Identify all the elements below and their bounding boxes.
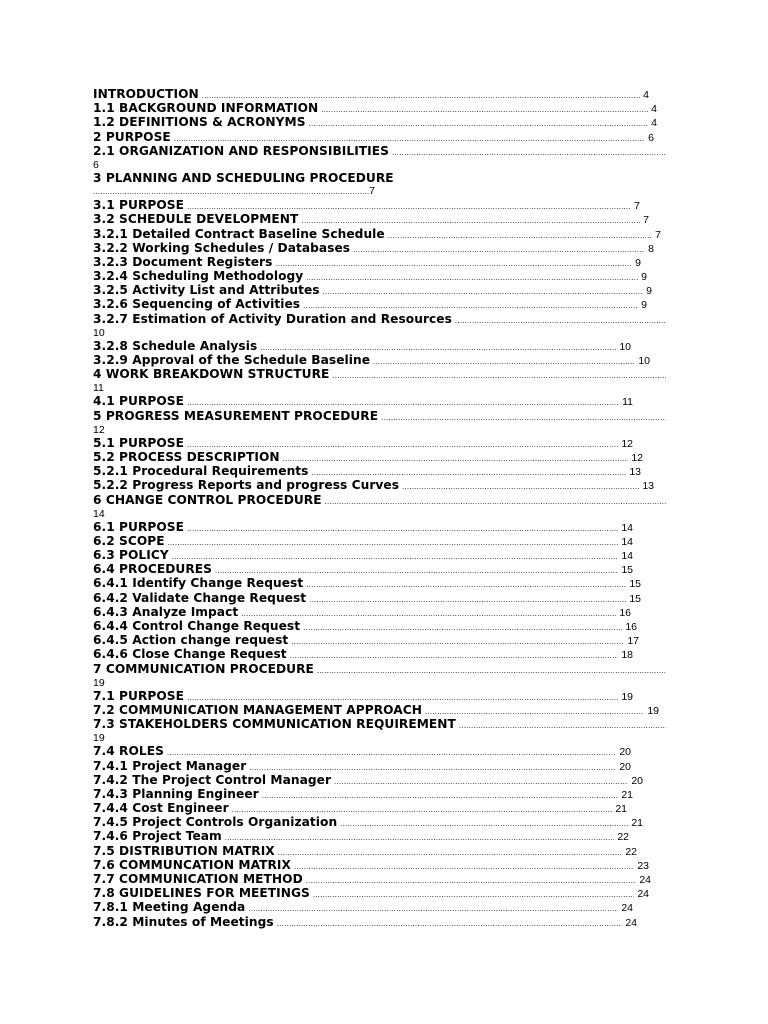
toc-entry[interactable] <box>93 915 637 929</box>
dot-leader <box>225 831 615 845</box>
dot-leader <box>306 874 637 888</box>
toc-entry-title: 3.2.8 Schedule Analysis <box>93 338 258 353</box>
dot-leader <box>340 817 628 831</box>
dot-leader <box>321 103 648 117</box>
toc-entry-title: 7.4 ROLES <box>93 744 164 759</box>
toc-entry-title: 5.2 PROCESS DESCRIPTION <box>93 449 280 464</box>
toc-entry[interactable] <box>93 493 666 520</box>
toc-entry[interactable] <box>93 115 657 129</box>
toc-entry-page: 12 <box>631 451 643 464</box>
toc-entry-page: 7 <box>369 185 375 198</box>
toc-entry-page: 15 <box>629 592 641 605</box>
toc-entry[interactable] <box>93 548 633 562</box>
toc-entry[interactable] <box>93 255 641 269</box>
toc-entry[interactable] <box>93 144 666 171</box>
toc-entry-title: 7.6 COMMUNCATION MATRIX <box>93 857 291 872</box>
toc-entry-page: 23 <box>637 859 649 872</box>
toc-entry-title: 7.8 GUIDELINES FOR MEETINGS <box>93 886 310 901</box>
toc-entry-page: 24 <box>621 902 633 915</box>
dot-leader <box>388 229 652 243</box>
toc-entry-page: 8 <box>648 242 654 255</box>
dot-leader <box>291 635 624 649</box>
toc-entry-title: 7.3 STAKEHOLDERS COMMUNICATION REQUIREMENT <box>93 717 456 732</box>
toc-entry-page: 6 <box>93 158 99 171</box>
toc-entry-title: 7.7 COMMUNICATION METHOD <box>93 872 303 886</box>
toc-entry-title: 7.4.1 Project Manager <box>93 758 247 773</box>
dot-leader <box>172 550 619 564</box>
toc-entry-title: 3.2.4 Scheduling Methodology <box>93 269 304 284</box>
toc-entry[interactable] <box>93 829 629 843</box>
toc-entry[interactable] <box>93 227 661 241</box>
toc-entry-page: 12 <box>621 437 633 450</box>
toc-entry[interactable] <box>93 647 633 661</box>
toc-entry-title: 7 COMMUNICATION PROCEDURE <box>93 661 314 676</box>
toc-entry-page: 11 <box>93 382 104 395</box>
toc-entry[interactable] <box>93 269 647 283</box>
toc-entry-title: INTRODUCTION <box>93 87 199 101</box>
dot-leader <box>262 789 619 803</box>
toc-entry-title: 5.2.2 Progress Reports and progress Curves <box>93 478 400 493</box>
toc-entry-title: 5 PROGRESS MEASUREMENT PROCEDURE <box>93 408 379 423</box>
toc-entry[interactable] <box>93 815 643 829</box>
toc-entry-title: 4.1 PURPOSE <box>93 394 184 409</box>
toc-entry-page: 13 <box>629 466 641 479</box>
toc-entry-page: 16 <box>625 621 637 633</box>
toc-entry-page: 14 <box>621 535 633 548</box>
toc-entry[interactable] <box>93 703 659 717</box>
toc-entry[interactable] <box>93 101 657 115</box>
toc-entry-title: 7.8.2 Minutes of Meetings <box>93 914 274 929</box>
dot-leader <box>187 522 618 536</box>
toc-entry-title: 5.2.1 Procedural Requirements <box>93 464 309 479</box>
toc-entry-page: 20 <box>619 746 631 759</box>
toc-entry-title: 7.2 COMMUNICATION MANAGEMENT APPROACH <box>93 702 422 717</box>
toc-entry-title: 6.4 PROCEDURES <box>93 562 212 577</box>
dot-leader <box>334 775 628 789</box>
table-of-contents <box>93 87 666 929</box>
toc-entry[interactable] <box>93 87 649 101</box>
toc-entry[interactable] <box>93 591 641 605</box>
toc-entry[interactable] <box>93 409 666 436</box>
dot-leader <box>303 621 622 635</box>
toc-entry[interactable] <box>93 801 627 815</box>
toc-entry-page: 16 <box>619 606 631 619</box>
toc-entry-title: 3.2 SCHEDULE DEVELOPMENT <box>93 212 299 227</box>
toc-entry-title: 7.5 DISTRIBUTION MATRIX <box>93 843 275 858</box>
toc-entry-page: 14 <box>621 521 633 534</box>
toc-entry-page: 11 <box>622 396 633 409</box>
toc-entry-title: 6.1 PURPOSE <box>93 519 184 534</box>
dot-leader <box>353 243 645 257</box>
dot-leader <box>168 536 619 550</box>
toc-entry-page: 24 <box>639 874 651 886</box>
toc-entry[interactable] <box>93 534 633 548</box>
toc-entry-page: 24 <box>625 916 637 929</box>
toc-entry[interactable] <box>93 744 631 758</box>
toc-entry-title: 6.4.3 Analyze Impact <box>93 604 239 619</box>
toc-entry[interactable] <box>93 689 633 703</box>
toc-entry-page: 21 <box>631 817 643 830</box>
toc-entry[interactable] <box>93 436 633 450</box>
toc-entry-page: 9 <box>641 271 647 284</box>
toc-entry-title: 6.4.4 Control Change Request <box>93 619 301 633</box>
toc-entry-page: 7 <box>634 200 640 213</box>
toc-entry-page: 4 <box>651 117 657 130</box>
toc-entry-page: 15 <box>629 578 641 591</box>
toc-entry-page: 4 <box>643 89 649 101</box>
toc-entry-title: 3.2.9 Approval of the Schedule Baseline <box>93 353 371 367</box>
toc-entry-page: 18 <box>621 649 633 662</box>
toc-entry-title: 7.4.3 Planning Engineer <box>93 786 259 801</box>
toc-entry-page: 14 <box>93 507 105 520</box>
toc-entry-title: 6.2 SCOPE <box>93 533 165 548</box>
toc-entry-title: 3.2.5 Activity List and Attributes <box>93 283 320 298</box>
toc-entry[interactable] <box>93 717 666 744</box>
toc-entry-page: 15 <box>621 564 633 577</box>
toc-entry[interactable] <box>93 662 666 689</box>
toc-entry[interactable] <box>93 576 641 590</box>
toc-entry[interactable] <box>93 844 637 858</box>
toc-entry-title: 6.3 POLICY <box>93 548 169 563</box>
toc-entry-title: 2 PURPOSE <box>93 129 171 144</box>
toc-entry-page: 20 <box>619 760 631 773</box>
toc-entry-title: 4 WORK BREAKDOWN STRUCTURE <box>93 367 330 382</box>
toc-entry-title: 3.2.2 Working Schedules / Databases <box>93 240 351 255</box>
toc-entry-page: 7 <box>643 214 649 227</box>
toc-entry-title: 6 CHANGE CONTROL PROCEDURE <box>93 492 322 507</box>
toc-entry-title: 7.4.2 The Project Control Manager <box>93 772 332 787</box>
toc-entry[interactable] <box>93 367 666 394</box>
toc-entry[interactable] <box>93 130 654 144</box>
toc-entry-page: 17 <box>627 635 639 648</box>
toc-entry-title: 7.8.1 Meeting Agenda <box>93 900 246 915</box>
toc-entry-page: 24 <box>637 888 649 901</box>
dot-leader <box>306 271 638 285</box>
toc-entry[interactable] <box>93 619 637 633</box>
toc-entry-page: 13 <box>642 480 654 493</box>
toc-entry-page: 21 <box>615 803 627 816</box>
toc-entry-page: 19 <box>93 676 105 689</box>
toc-entry-page: 14 <box>621 550 633 563</box>
toc-entry-page: 4 <box>651 103 657 116</box>
dot-leader <box>306 578 626 592</box>
toc-entry[interactable] <box>93 394 633 408</box>
toc-entry-title: 6.4.2 Validate Change Request <box>93 590 307 605</box>
toc-entry-page: 22 <box>617 831 629 844</box>
toc-entry-title: 6.4.6 Close Change Request <box>93 647 287 662</box>
toc-entry[interactable] <box>93 858 649 872</box>
toc-entry-page: 21 <box>621 788 633 801</box>
dot-leader <box>309 117 649 131</box>
toc-entry-title: 3.2.3 Document Registers <box>93 254 273 269</box>
toc-entry-title: 7.1 PURPOSE <box>93 688 184 703</box>
toc-entry-title: 3.2.6 Sequencing of Activities <box>93 297 301 312</box>
toc-entry[interactable] <box>93 241 654 255</box>
toc-entry-title: 6.4.5 Action change request <box>93 633 289 648</box>
dot-leader <box>277 917 623 931</box>
toc-entry-title: 1.1 BACKGROUND INFORMATION <box>93 101 319 116</box>
toc-entry[interactable] <box>93 633 639 647</box>
toc-entry-page: 12 <box>93 423 105 436</box>
toc-entry-page: 9 <box>635 256 641 269</box>
toc-entry[interactable] <box>93 605 631 619</box>
toc-entry-title: 5.1 PURPOSE <box>93 435 184 450</box>
toc-entry-page: 9 <box>646 285 652 298</box>
toc-entry[interactable] <box>93 339 631 353</box>
toc-entry[interactable] <box>93 312 666 339</box>
toc-entry-page: 22 <box>625 845 637 858</box>
toc-entry[interactable] <box>93 171 666 198</box>
toc-entry[interactable] <box>93 787 633 801</box>
toc-entry-title: 3 PLANNING AND SCHEDULING PROCEDURE <box>93 170 394 185</box>
toc-entry[interactable] <box>93 886 649 900</box>
toc-entry[interactable] <box>93 283 652 297</box>
dot-leader <box>275 257 632 271</box>
toc-entry-page: 6 <box>648 131 654 144</box>
toc-entry-title: 7.4.6 Project Team <box>93 829 222 844</box>
toc-entry-title: 2.1 ORGANIZATION AND RESPONSIBILITIES <box>93 143 389 158</box>
toc-entry[interactable] <box>93 520 633 534</box>
toc-entry[interactable] <box>93 212 649 226</box>
toc-entry-title: 3.2.1 Detailed Contract Baseline Schedule <box>93 226 385 241</box>
toc-entry[interactable] <box>93 478 654 492</box>
toc-entry[interactable] <box>93 353 650 367</box>
dot-leader <box>323 285 644 299</box>
toc-entry[interactable] <box>93 464 641 478</box>
dot-leader <box>294 860 634 874</box>
toc-entry-page: 19 <box>647 704 659 717</box>
dot-leader <box>278 846 623 860</box>
toc-entry-title: 3.2.7 Estimation of Activity Duration and Resources <box>93 311 452 326</box>
toc-entry-title: 1.2 DEFINITIONS & ACRONYMS <box>93 115 306 130</box>
dot-leader <box>283 452 629 466</box>
toc-entry[interactable] <box>93 872 651 886</box>
toc-entry[interactable] <box>93 562 633 576</box>
toc-entry-page: 7 <box>655 228 661 241</box>
toc-entry-page: 9 <box>641 299 647 312</box>
toc-entry[interactable] <box>93 773 643 787</box>
toc-entry-title: 7.4.5 Project Controls Organization <box>93 815 338 830</box>
dot-leader <box>309 593 626 607</box>
toc-entry[interactable] <box>93 900 633 914</box>
dot-leader <box>248 902 618 916</box>
toc-entry-title: 7.4.4 Cost Engineer <box>93 801 229 816</box>
toc-entry-title: 3.1 PURPOSE <box>93 198 184 213</box>
dot-leader <box>313 888 634 902</box>
toc-entry[interactable] <box>93 198 640 212</box>
toc-entry[interactable] <box>93 297 647 311</box>
toc-entry[interactable] <box>93 759 631 773</box>
toc-entry-page: 10 <box>93 326 105 339</box>
toc-entry-page: 10 <box>619 340 631 353</box>
toc-entry-page: 19 <box>621 690 633 703</box>
toc-entry-page: 20 <box>631 774 643 787</box>
toc-entry-page: 19 <box>93 732 105 745</box>
toc-entry-page: 10 <box>638 355 650 367</box>
toc-entry[interactable] <box>93 450 643 464</box>
toc-entry-title: 6.4.1 Identify Change Request <box>93 576 304 591</box>
